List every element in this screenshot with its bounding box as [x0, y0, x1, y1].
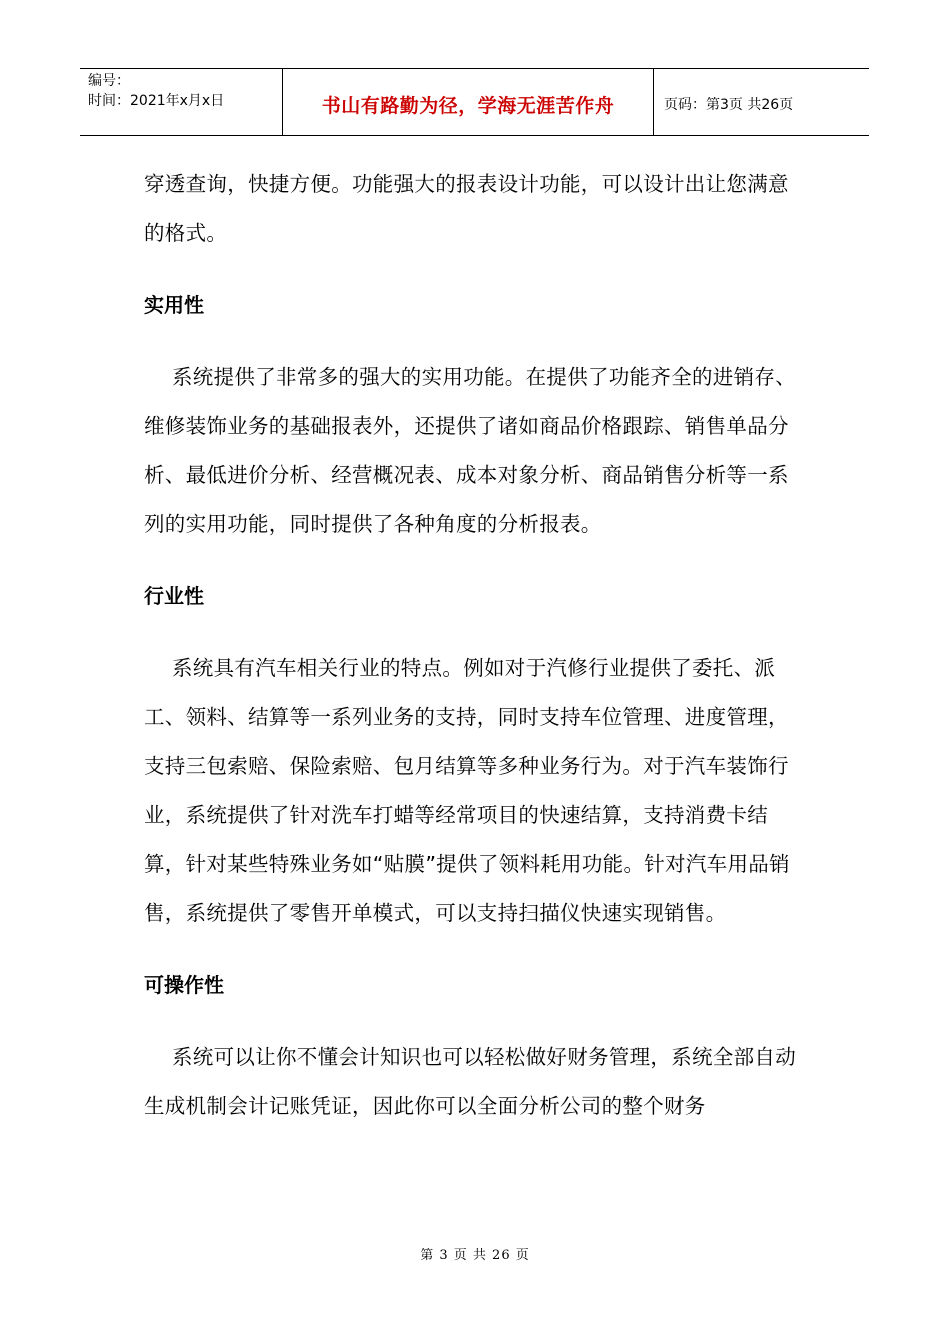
page-info: 页码：第3页 共26页 — [664, 97, 794, 113]
intro-paragraph: 穿透查询，快捷方便。功能强大的报表设计功能，可以设计出让您满意的格式。 — [144, 172, 789, 245]
section-paragraph-industry: 系统具有汽车相关行业的特点。例如对于汽修行业提供了委托、派工、领料、结算等一系列业务的支持，同时支持车位管理、进度管理，支持三包索赔、保险索赔、包月结算等多种业务行为。对于汽车装饰行业，系统提供了针对洗车打蜡等经常项目的快速结算，支持消费卡结算，针对某些特殊业务如“贴膜”提供了领料耗用功能。针对汽车用品销售，系统提供了零售开单模式，可以支持扫描仪快速实现销售。 — [144, 656, 790, 925]
header-motto-cell — [282, 69, 654, 135]
section-heading-industry: 行业性 — [144, 584, 204, 608]
section-paragraph-practicality: 系统提供了非常多的强大的实用功能。在提供了功能齐全的进销存、维修装饰业务的基础报表外，还提供了诸如商品价格跟踪、销售单品分析、最低进价分析、经营概况表、成本对象分析、商品销售分析等一系列的实用功能，同时提供了各种角度的分析报表。 — [144, 365, 796, 536]
document-body — [144, 160, 808, 1131]
header-meta — [80, 69, 282, 135]
motto-text: 书山有路勤为径，学海无涯苦作舟 — [321, 94, 615, 117]
section-heading-operability: 可操作性 — [144, 973, 224, 997]
document-header — [80, 68, 869, 136]
number-label: 编号： — [88, 73, 130, 89]
section-paragraph-operability: 系统可以让你不懂会计知识也可以轻松做好财务管理，系统全部自动生成机制会计记账凭证，因此你可以全面分析公司的整个财务 — [144, 1045, 796, 1118]
section-heading-practicality: 实用性 — [144, 293, 204, 317]
header-page-info-cell — [654, 69, 869, 135]
date-label: 时间：2021年x月x日 — [88, 93, 225, 109]
page-footer: 第 3 页 共 26 页 — [420, 1248, 530, 1263]
